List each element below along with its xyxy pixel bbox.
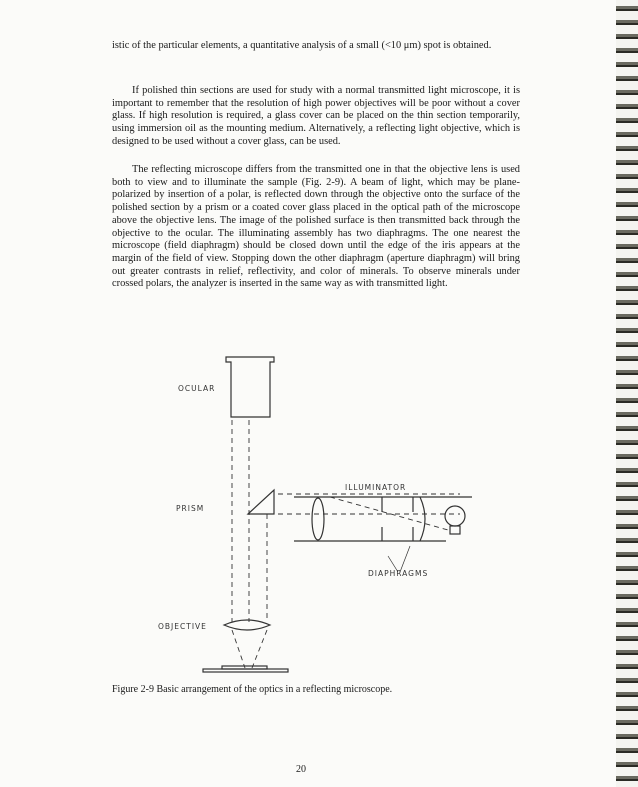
page-number: 20 xyxy=(296,764,306,775)
light-paths xyxy=(232,420,460,668)
paragraph-1: istic of the particular elements, a quantitative analysis of a small (<10 μm) spot is obtained. xyxy=(112,40,492,51)
label-prism: PRISM xyxy=(176,504,205,513)
label-ocular: OCULAR xyxy=(178,384,216,393)
label-diaphragms: DIAPHRAGMS xyxy=(368,569,429,578)
paragraph-2: If polished thin sections are used for study with a normal transmitted light microscope, it is important to remember that the resolution of high power objectives will be poor without a cover glass. If high resolution is required, a glass cover can be placed on the thin section temporarily, using immersion oil as the mounting medium. Alternatively, a reflecting light objective, which is designed to be used without a cover glass, can be used. xyxy=(112,85,520,147)
paragraph-3: The reflecting microscope differs from the transmitted one in that the objective lens is used both to view and to illuminate the sample (Fig. 2-9). A beam of light, which may be plane-polarized by insertion of a polar, is reflected down through the objective onto the surface of the polished section by a prism or a coated cover glass placed in the optical path of the microscope above the objective lens. The image of the polished surface is then transmitted back through the objective to the ocular. The illuminating assembly has two diaphragms. The one nearest the microscope (field diaphragm) should be closed down until the edge of the iris appears at the margin of the field of view. Stopping down the other diaphragm (aperture diaphragm) will bring out greater contrasts in relief, reflectivity, and color of minerals. To observe minerals under crossed polars, the analyzer is inserted in the same way as with transmitted light. xyxy=(112,164,520,290)
label-illuminator: ILLUMINATOR xyxy=(345,483,407,492)
sample-slide xyxy=(203,666,288,672)
spiral-binding xyxy=(616,0,638,787)
label-objective: OBJECTIVE xyxy=(158,622,207,631)
figure-caption: Figure 2-9 Basic arrangement of the optics in a reflecting microscope. xyxy=(112,684,393,695)
ocular-shape xyxy=(226,357,274,417)
objective-lens-shape xyxy=(224,620,270,630)
prism-shape xyxy=(248,490,274,514)
lamp-bulb-icon xyxy=(445,506,465,534)
illuminator-tube xyxy=(294,497,472,572)
